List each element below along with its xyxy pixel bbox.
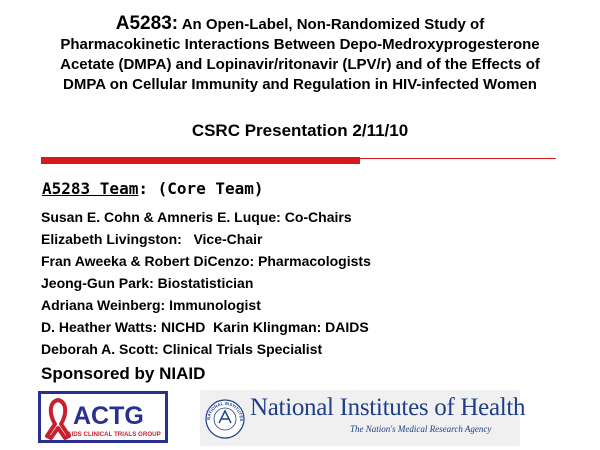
nih-logo [200,390,526,446]
nih-tagline: The Nation's Medical Research Agency [350,424,492,434]
actg-logo-graphic [41,394,165,440]
team-member: D. Heather Watts: NICHD Karin Klingman: DAIDS [41,319,369,335]
team-member: Fran Aweeka & Robert DiCenzo: Pharmacologists [41,253,371,269]
slide-title [10,14,590,95]
title-line-2: Pharmacokinetic Interactions Between Depo-Medroxyprogesterone [60,36,540,53]
team-member: Susan E. Cohn & Amneris E. Luque: Co-Chairs [41,209,352,225]
team-heading-name: A5283 Team [42,179,139,198]
actg-logo [38,391,168,443]
team-member: Jeong-Gun Park: Biostatistician [41,275,254,291]
actg-mark: ACTG [73,402,144,430]
actg-tagline: AIDS CLINICAL TRIALS GROUP [67,431,161,438]
title-line-1 [10,14,590,35]
team-member: Deborah A. Scott: Clinical Trials Specialist [41,341,323,357]
nih-name: National Institutes of Health [250,394,526,421]
divider-thick [41,157,360,164]
divider-thin [360,158,556,159]
study-code: A5283: [115,13,179,34]
nih-seal-text: NATIONAL INSTITUTES [205,400,245,422]
sponsor-line: Sponsored by NIAID [41,364,206,383]
team-member-list [41,206,371,360]
team-member: Elizabeth Livingston: Vice-Chair [41,231,263,247]
title-line-1-text: An Open-Label, Non-Randomized Study of [181,16,485,33]
team-heading [42,179,264,198]
team-heading-rest: : (Core Team) [138,179,264,198]
team-member: Adriana Weinberg: Immunologist [41,297,261,313]
nih-seal-icon [202,390,248,446]
title-line-4: DMPA on Cellular Immunity and Regulation in HIV-infected Women [63,76,537,93]
title-line-3: Acetate (DMPA) and Lopinavir/ritonavir (LPV/r) and of the Effects of [60,56,540,73]
red-ribbon-icon [47,400,69,438]
presentation-date: CSRC Presentation 2/11/10 [191,121,409,140]
